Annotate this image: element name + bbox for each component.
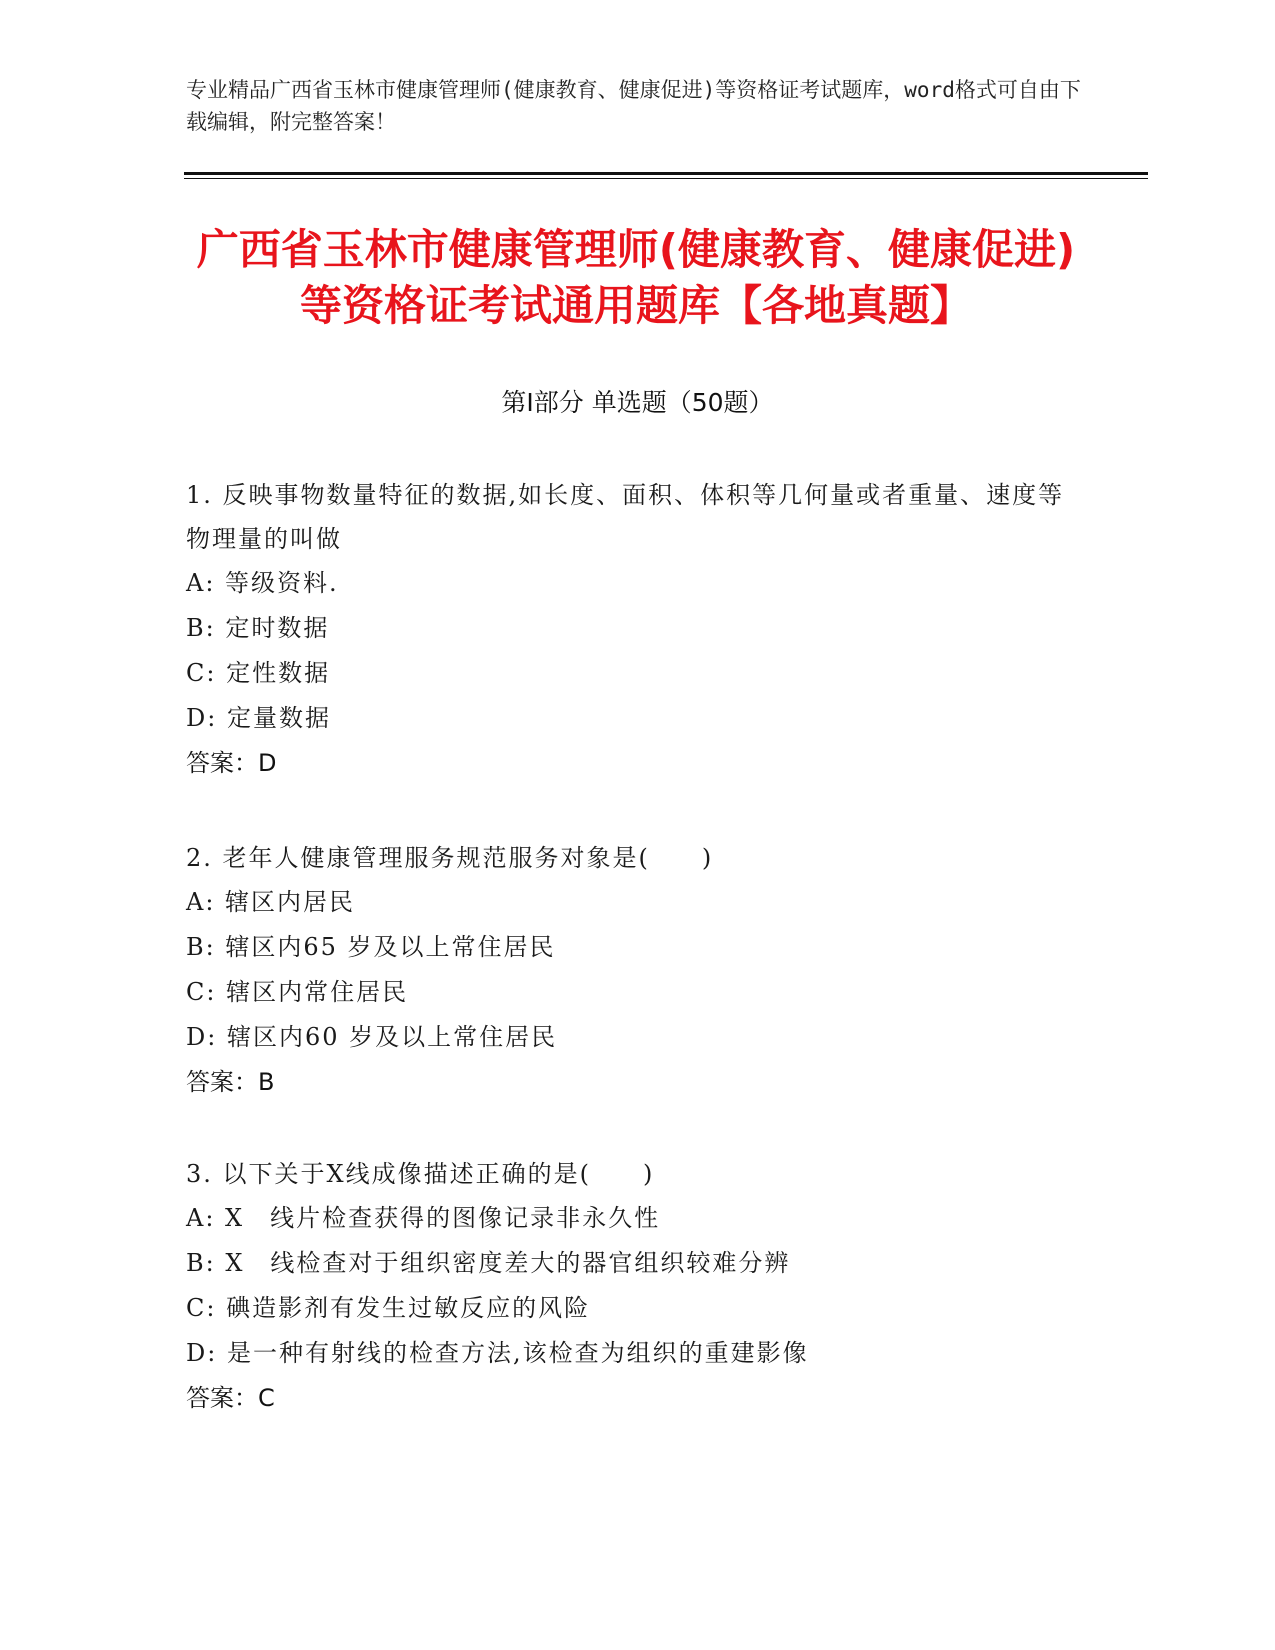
option-b: B: 定时数据 [186, 614, 330, 642]
question-block [186, 836, 1086, 1105]
option-c: C: 碘造影剂有发生过敏反应的风险 [186, 1294, 591, 1322]
question-block [186, 1152, 1086, 1421]
option-d: D: 是一种有射线的检查方法,该检查为组织的重建影像 [186, 1339, 809, 1367]
option-d: D: 辖区内60 岁及以上常住居民 [186, 1023, 558, 1051]
option-c: C: 辖区内常住居民 [186, 978, 409, 1006]
option-a: A: X 线片检查获得的图像记录非永久性 [186, 1204, 661, 1232]
question-block [186, 473, 1086, 786]
option-a: A: 辖区内居民 [186, 888, 356, 916]
option-d: D: 定量数据 [186, 704, 331, 732]
answer-line: 答案：C [186, 1384, 275, 1412]
page-header-text: 专业精品广西省玉林市健康管理师(健康教育、健康促进)等资格证考试题库，word格式可自由下载编辑，附完整答案！ [186, 78, 1081, 134]
answer-line: 答案：D [186, 749, 277, 777]
answer-line: 答案：B [186, 1068, 275, 1096]
option-b: B: 辖区内65 岁及以上常住居民 [186, 933, 556, 961]
document-title: 广西省玉林市健康管理师(健康教育、健康促进)等资格证考试通用题库【各地真题】 [196, 225, 1076, 330]
question-stem: 1. 反映事物数量特征的数据,如长度、面积、体积等几何量或者重量、速度等物理量的叫做 [186, 481, 1065, 553]
question-stem: 3. 以下关于X线成像描述正确的是( ) [186, 1160, 655, 1188]
section-heading: 第Ⅰ部分 单选题（50题） [501, 388, 774, 417]
option-c: C: 定性数据 [186, 659, 331, 687]
option-a: A: 等级资料. [186, 569, 339, 597]
header-divider-thick [184, 172, 1148, 175]
header-divider-thin [184, 178, 1148, 179]
option-b: B: X 线检查对于组织密度差大的器官组织较难分辨 [186, 1249, 791, 1277]
question-stem: 2. 老年人健康管理服务规范服务对象是( ) [186, 844, 714, 872]
